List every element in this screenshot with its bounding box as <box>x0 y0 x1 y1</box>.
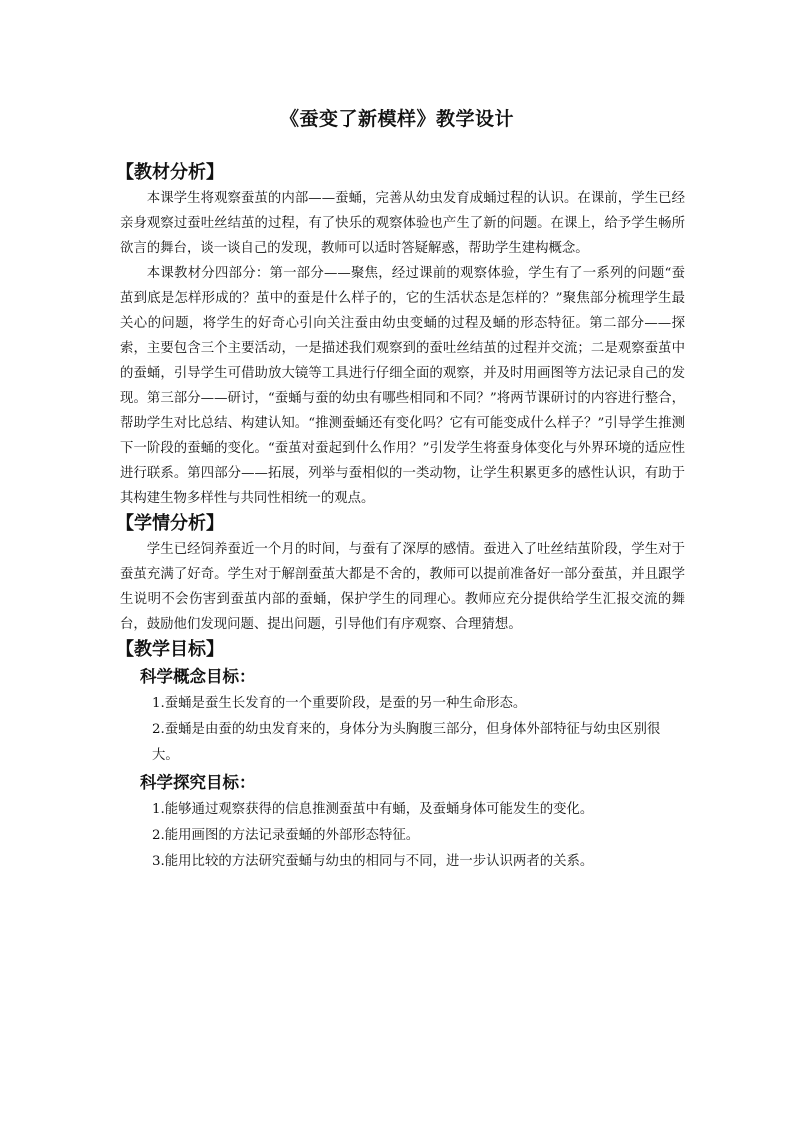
paragraph: 本课学生将观察蚕茧的内部——蚕蛹，完善从幼虫发育成蛹过程的认识。在课前，学生已经亲身观察过蚕吐丝结茧的过程，有了快乐的观察体验也产生了新的问题。在课上，给予学生畅所欲言的舞台，谈一谈自己的发现，教师可以适时答疑解惑，帮助学生建构概念。 <box>120 191 685 256</box>
subheading-concept-goals: 科学概念目标： <box>140 667 256 686</box>
list-item: 1.蚕蛹是蚕生长发育的一个重要阶段，是蚕的另一种生命形态。 <box>152 696 527 711</box>
paragraph: 本课教材分四部分：第一部分——聚焦，经过课前的观察体验，学生有了一系列的问题“蚕茧到底是怎样形成的？茧中的蚕是什么样子的，它的生活状态是怎样的？”聚焦部分梳理学生最关心的问题，将学生的好奇心引向关注蚕由幼虫变蛹的过程及蛹的形态特征。第二部分——探索，主要包含三个主要活动，一是描述我们观察到的蚕吐丝结茧的过程并交流；二是观察蚕茧中的蚕蛹，引导学生可借助放大镜等工具进行仔细全面的观察，并及时用画图等方法记录自己的发现。第三部分——研讨，“蚕蛹与蚕的幼虫有哪些相同和不同？”将两节课研讨的内容进行整合，帮助学生对比总结、构建认知。“推测蚕蛹还有变化吗？它有可能变成什么样子？”引导学生推测下一阶段的蚕蛹的变化。“蚕茧对蚕起到什么作用？”引发学生将蚕身体变化与外界环境的适应性进行联系。第四部分——拓展，列举与蚕相似的一类动物，让学生积累更多的感性认识，有助于其构建生物多样性与共同性相统一的观点。 <box>120 266 685 506</box>
list-item: 1.能够通过观察获得的信息推测蚕茧中有蛹，及蚕蛹身体可能发生的变化。 <box>152 802 594 817</box>
list-item: 3.能用比较的方法研究蚕蛹与幼虫的相同与不同，进一步认识两者的关系。 <box>152 854 594 869</box>
subheading-inquiry-goals: 科学探究目标： <box>140 773 256 792</box>
section-heading-goals: 【教学目标】 <box>116 639 224 660</box>
list-item: 2.能用画图的方法记录蚕蛹的外部形态特征。 <box>152 828 420 843</box>
section-heading-materials: 【教材分析】 <box>116 162 224 183</box>
document-body <box>116 160 685 875</box>
list-item: 2.蚕蛹是由蚕的幼虫发育来的，身体分为头胸腹三部分，但身体外部特征与幼虫区别很大。 <box>152 722 661 763</box>
section-heading-learners: 【学情分析】 <box>116 513 224 534</box>
paragraph: 学生已经饲养蚕近一个月的时间，与蚕有了深厚的感情。蚕进入了吐丝结茧阶段，学生对于蚕茧充满了好奇。学生对于解剖蚕茧大都是不舍的，教师可以提前准备好一部分蚕茧，并且跟学生说明不会伤害到蚕茧内部的蚕蛹，保护学生的同理心。教师应充分提供给学生汇报交流的舞台，鼓励他们发现问题、提出问题，引导他们有序观察、合理猜想。 <box>120 542 685 632</box>
document-title: 《蚕变了新模样》教学设计 <box>279 108 514 130</box>
